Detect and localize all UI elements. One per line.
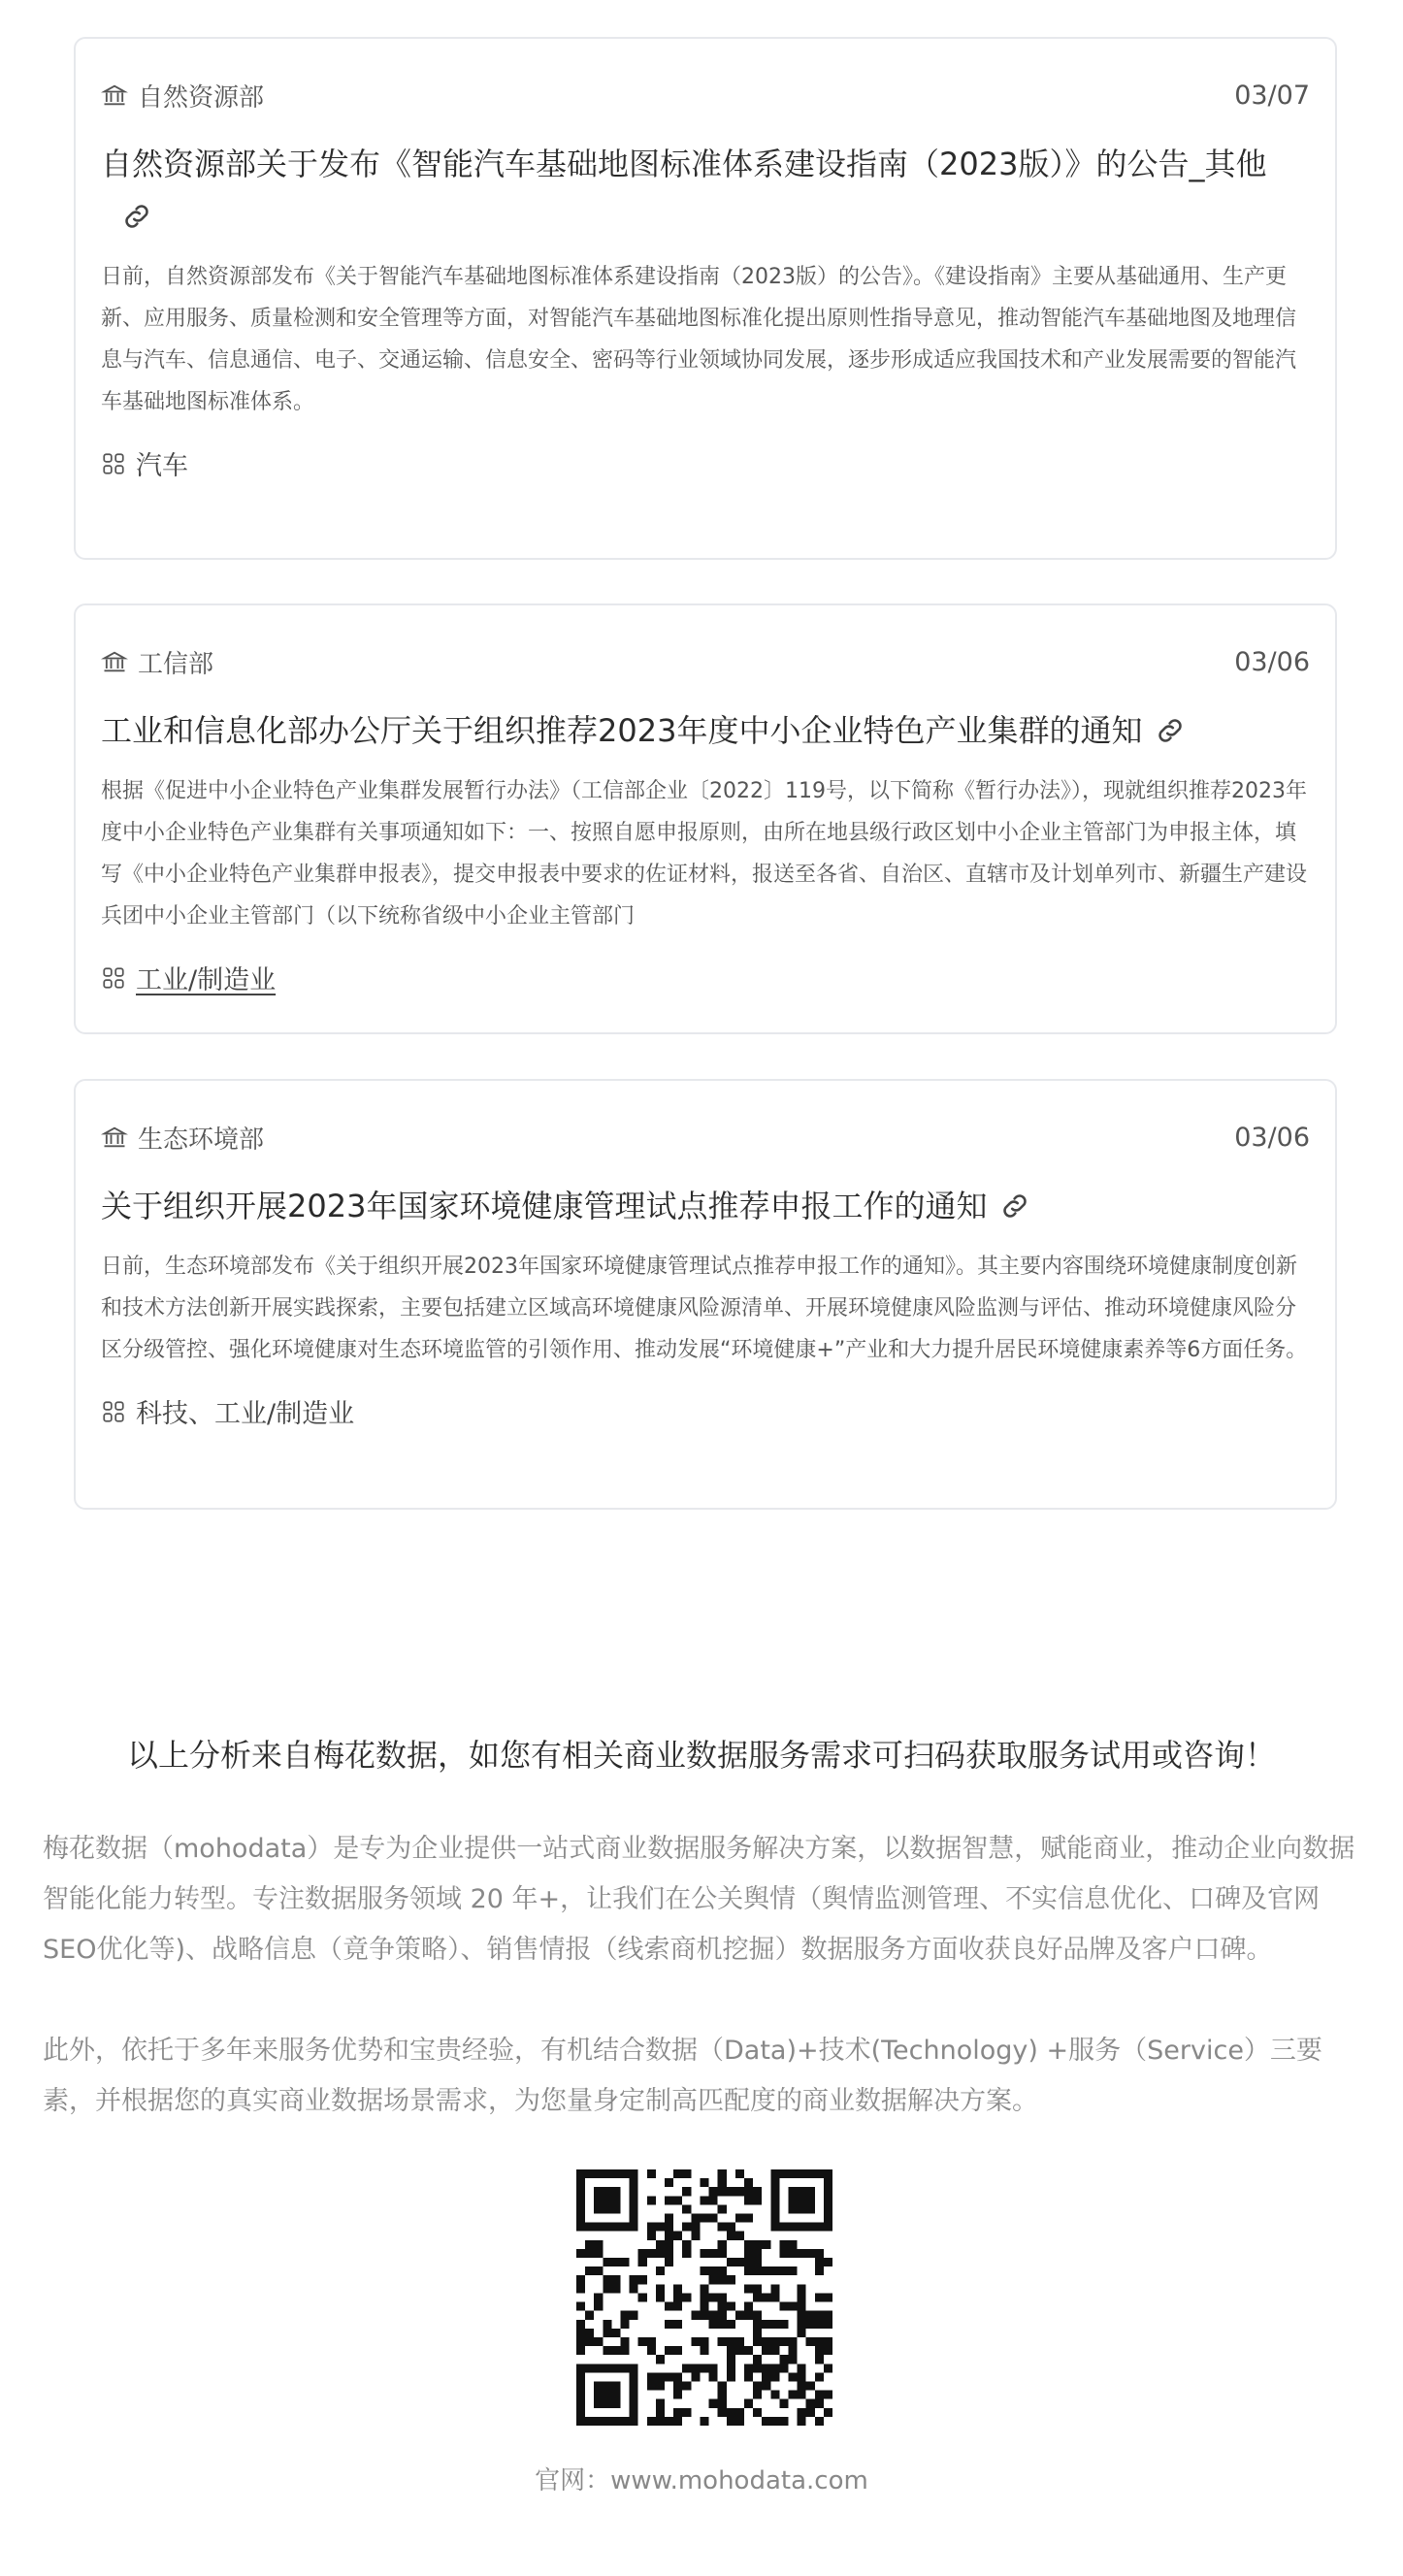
article-date: 03/07 bbox=[1234, 80, 1310, 111]
qr-code bbox=[576, 2169, 832, 2426]
source-label: 自然资源部 bbox=[138, 82, 265, 113]
tag-label[interactable]: 汽车 bbox=[136, 451, 188, 481]
promo-paragraph-1: 梅花数据（mohodata）是专为企业提供一站式商业数据服务解决方案，以数据智慧，赋能商业，推动企业向数据智能化能力转型。专注数据服务领域 20 年+，让我们在公关舆情（舆情监测管理、不实信息优化、口碑及官网SEO优化等)、战略信息（竟争策略）、销售情报（线索商机挖掘）数据服务方面收获良好品牌及客户口碑。 bbox=[43, 1834, 1355, 1965]
article-title[interactable] bbox=[101, 138, 1310, 243]
article-card[interactable] bbox=[74, 37, 1337, 560]
link-icon[interactable] bbox=[998, 1190, 1031, 1223]
article-tags bbox=[101, 1392, 1310, 1430]
article-source bbox=[101, 644, 213, 680]
article-summary: 根据《促进中小企业特色产业集群发展暂行办法》（工信部企业〔2022〕119号，以下简称《暂行办法》），现就组织推荐2023年度中小企业特色产业集群有关事项通知如下：一、按照自愿申报原则，由所在地县级行政区划中小企业主管部门为申报主体，填写《中小企业特色产业集群申报表》，提交申报表中要求的佐证材料，报送至各省、自治区、直辖市及计划单列市、新疆生产建设兵团中小企业主管部门（以下统称省级中小企业主管部门 bbox=[101, 779, 1308, 929]
article-title[interactable] bbox=[101, 704, 1310, 757]
article-title[interactable] bbox=[101, 1180, 1310, 1232]
link-icon[interactable] bbox=[120, 200, 153, 233]
category-grid-icon bbox=[101, 451, 126, 476]
article-title-text[interactable]: 自然资源部关于发布《智能汽车基础地图标准体系建设指南（2023版）》的公告_其他 bbox=[101, 146, 1267, 182]
article-card[interactable] bbox=[74, 603, 1337, 1034]
article-card[interactable] bbox=[74, 1079, 1337, 1510]
source-label: 工信部 bbox=[138, 649, 214, 679]
article-tags bbox=[101, 959, 1310, 996]
tag-label[interactable]: 工业/制造业 bbox=[136, 965, 277, 995]
website-link[interactable]: 官网：www.mohodata.com bbox=[535, 2466, 868, 2495]
article-summary: 日前，自然资源部发布《关于智能汽车基础地图标准体系建设指南（2023版）的公告》。《建设指南》主要从基础通用、生产更新、应用服务、质量检测和安全管理等方面，对智能汽车基础地图标准化提出原则性指导意见，推动智能汽车基础地图及地理信息与汽车、信息通信、电子、交通运输、信息安全、密码等行业领域协同发展，逐步形成适应我国技术和产业发展需要的智能汽车基础地图标准体系。 bbox=[101, 265, 1297, 414]
link-icon[interactable] bbox=[1154, 714, 1187, 747]
article-source bbox=[101, 78, 264, 114]
promo-paragraph-2: 此外，依托于多年来服务优势和宝贵经验，有机结合数据（Data)+技术(Technology) +服务（Service）三要素，并根据您的真实商业数据场景需求，为您量身定制高匹配度的商业数据解决方案。 bbox=[43, 2036, 1322, 2116]
article-date: 03/06 bbox=[1234, 1122, 1310, 1153]
institution-icon bbox=[101, 1124, 128, 1151]
article-date: 03/06 bbox=[1234, 646, 1310, 677]
article-summary: 日前，生态环境部发布《关于组织开展2023年国家环境健康管理试点推荐申报工作的通知》。其主要内容围绕环境健康制度创新和技术方法创新开展实践探索，主要包括建立区域高环境健康风险源清单、开展环境健康风险监测与评估、推动环境健康风险分区分级管控、强化环境健康对生态环境监管的引领作用、推动发展“环境健康+”产业和大力提升居民环境健康素养等6方面任务。 bbox=[101, 1255, 1308, 1362]
promo-heading: 以上分析来自梅花数据，如您有相关商业数据服务需求可扫码获取服务试用或咨询！ bbox=[126, 1737, 1276, 1774]
source-label: 生态环境部 bbox=[138, 1125, 265, 1155]
category-grid-icon bbox=[101, 965, 126, 991]
tag-label[interactable]: 科技、工业/制造业 bbox=[136, 1399, 355, 1429]
article-tags bbox=[101, 444, 1310, 482]
article-title-text[interactable]: 关于组织开展2023年国家环境健康管理试点推荐申报工作的通知 bbox=[101, 1188, 988, 1224]
category-grid-icon bbox=[101, 1399, 126, 1424]
article-title-text[interactable]: 工业和信息化部办公厅关于组织推荐2023年度中小企业特色产业集群的通知 bbox=[101, 712, 1143, 749]
institution-icon bbox=[101, 82, 128, 109]
article-source bbox=[101, 1120, 264, 1156]
institution-icon bbox=[101, 648, 128, 675]
